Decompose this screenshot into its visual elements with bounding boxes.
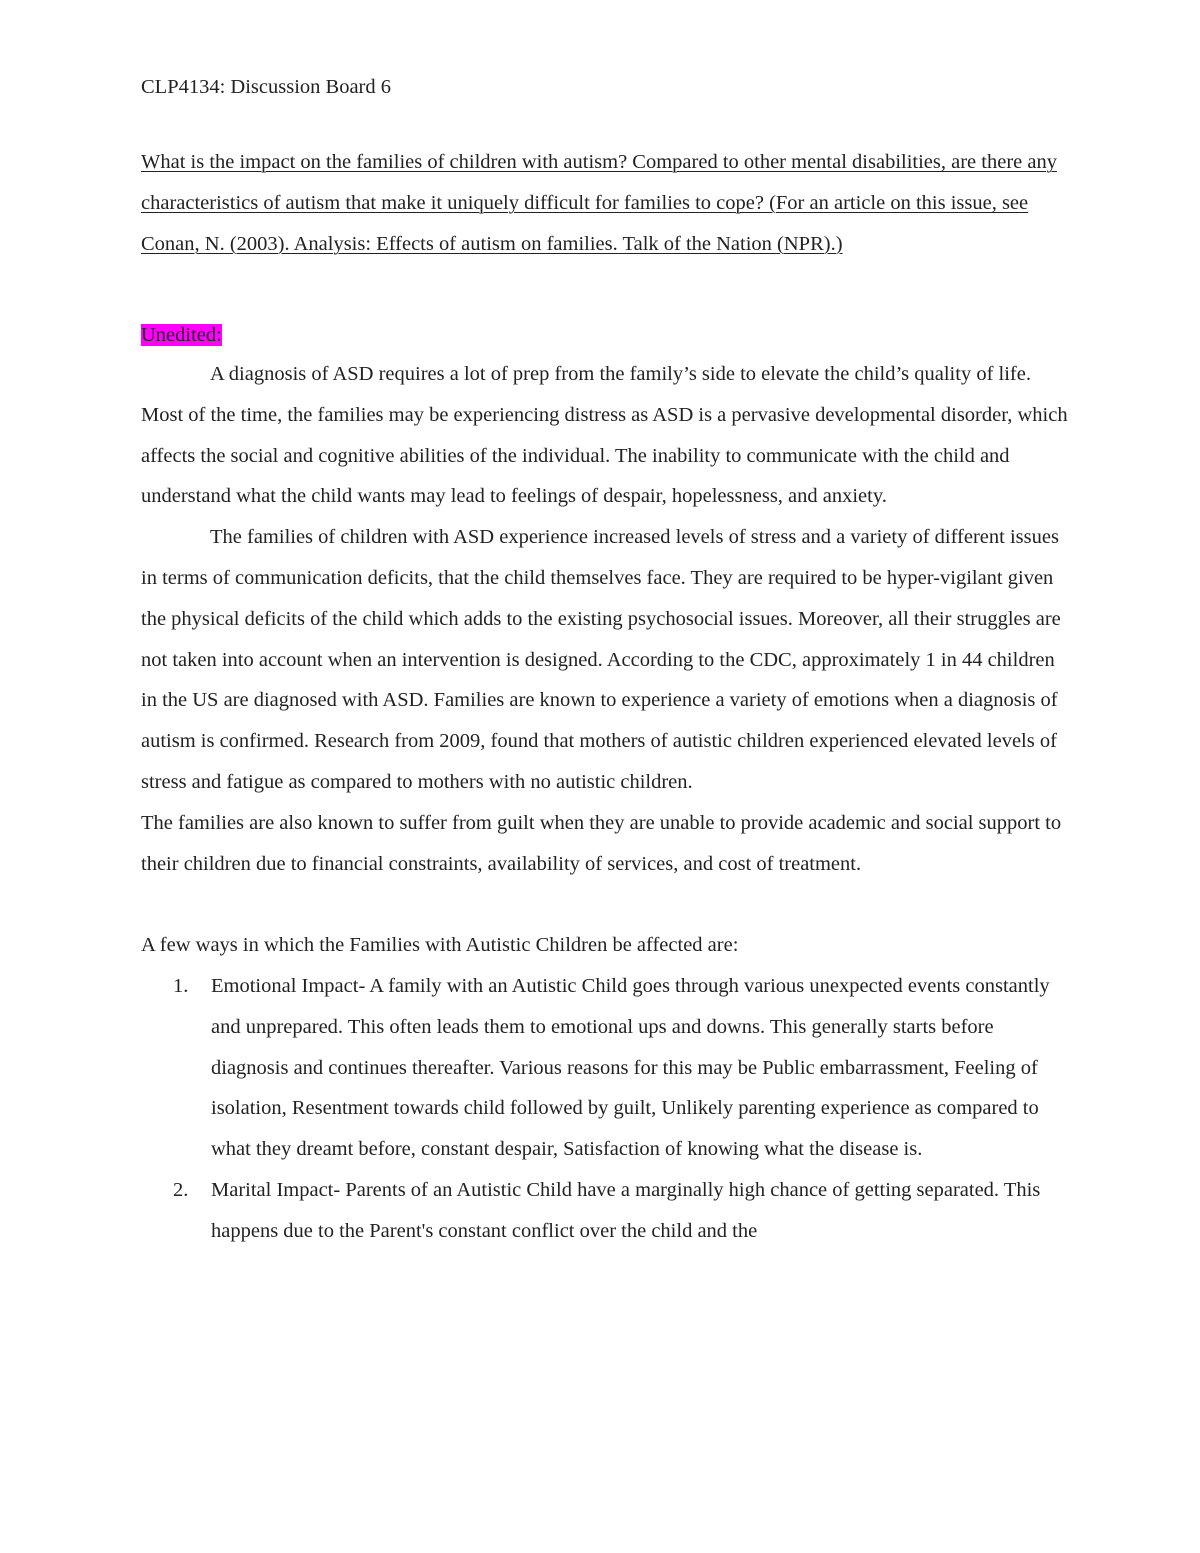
list-item-number: 1. bbox=[173, 974, 189, 997]
ways-list bbox=[141, 966, 1071, 1252]
list-item bbox=[141, 1170, 1071, 1252]
paragraph-3: The families are also known to suffer from guilt when they are unable to provide academic and social support to their children due to financial constraints, availability of services, and cost of treatment. bbox=[141, 811, 1062, 875]
course-title: CLP4134: Discussion Board 6 bbox=[141, 76, 391, 98]
paragraph-1: A diagnosis of ASD requires a lot of prep from the family’s side to elevate the child’s quality of life. Most of the time, the families may be experiencing distress as ASD is a pervasive developmental disorder, which affects the social and cognitive abilities of the individual. The inability to communicate with the child and understand what the child wants may lead to feelings of despair, hopelessness, and anxiety. bbox=[141, 363, 1068, 508]
ways-intro: A few ways in which the Families with Autistic Children be affected are: bbox=[141, 934, 739, 957]
list-item-number: 2. bbox=[173, 1178, 189, 1201]
essay-body bbox=[141, 354, 1071, 1252]
unedited-section-header bbox=[141, 319, 1071, 351]
discussion-prompt: What is the impact on the families of children with autism? Compared to other mental disabilities, are there any characteristics of autism that make it uniquely difficult for families to cope? (For an article on this issue, see Conan, N. (2003). Analysis: Effects of autism on families. Talk of the Nation (NPR).) bbox=[141, 151, 1057, 255]
unedited-highlight-label: Unedited: bbox=[141, 324, 222, 346]
paragraph-2: The families of children with ASD experience increased levels of stress and a variety of different issues in terms of communication deficits, that the child themselves face. They are required to be hyper-vigilant given the physical deficits of the child which adds to the existing psychosocial issues. Moreover, all their struggles are not taken into account when an intervention is designed. According to the CDC, approximately 1 in 44 children in the US are diagnosed with ASD. Families are known to experience a variety of emotions when a diagnosis of autism is confirmed. Research from 2009, found that mothers of autistic children experienced elevated levels of stress and fatigue as compared to mothers with no autistic children. bbox=[141, 526, 1061, 793]
blank-line bbox=[141, 884, 1071, 925]
list-item-text: Marital Impact- Parents of an Autistic Child have a marginally high chance of getting separated. This happens due to the Parent's constant conflict over the child and the bbox=[211, 1178, 1041, 1242]
list-item-text: Emotional Impact- A family with an Autistic Child goes through various unexpected events constantly and unprepared. This often leads them to emotional ups and downs. This generally starts before diagnosis and continues thereafter. Various reasons for this may be Public embarrassment, Feeling of isolation, Resentment towards child followed by guilt, Unlikely parenting experience as compared to what they dreamt before, constant despair, Satisfaction of knowing what the disease is. bbox=[211, 974, 1050, 1161]
list-item bbox=[141, 966, 1071, 1170]
